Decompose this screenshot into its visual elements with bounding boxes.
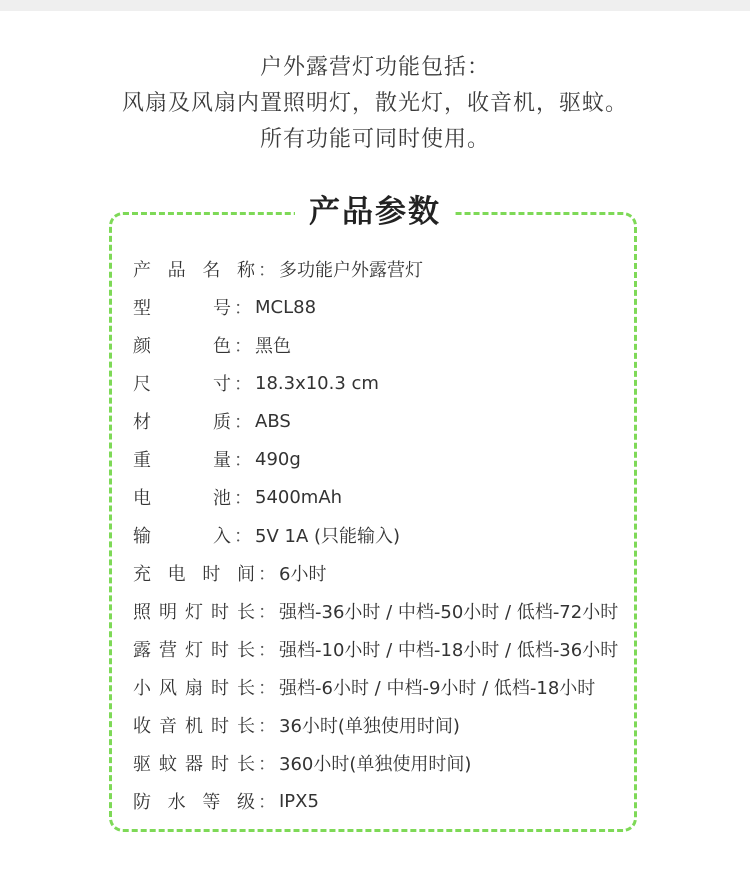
spec-value: 18.3x10.3 cm — [255, 372, 379, 394]
spec-label: 照 明 灯 时 长 — [133, 602, 255, 623]
spec-value: 黑色 — [255, 336, 291, 357]
spec-value: 强档-36小时 / 中档-50小时 / 低档-72小时 — [279, 602, 619, 623]
spec-label: 尺 寸 — [133, 374, 231, 395]
spec-title: 产品参数 — [295, 190, 455, 234]
spec-colon: ： — [258, 260, 276, 281]
spec-label: 产 品 名 称 — [133, 260, 255, 281]
spec-colon: ： — [234, 336, 252, 357]
intro-line-2: 风扇及风扇内置照明灯，散光灯，收音机，驱蚊。 — [121, 91, 628, 116]
spec-label: 颜 色 — [133, 336, 231, 357]
spec-value: IPX5 — [279, 790, 319, 812]
spec-row — [133, 288, 633, 326]
spec-label: 重 量 — [133, 450, 231, 471]
intro-line-3: 所有功能可同时使用。 — [259, 127, 490, 152]
spec-colon: ： — [234, 298, 252, 319]
spec-row — [133, 326, 633, 364]
spec-row — [133, 402, 633, 440]
spec-row — [133, 364, 633, 402]
spec-value: 强档-6小时 / 中档-9小时 / 低档-18小时 — [279, 678, 596, 699]
spec-row — [133, 668, 633, 706]
spec-colon: ： — [258, 640, 276, 661]
spec-label: 充 电 时 间 — [133, 564, 255, 585]
top-divider-strip — [0, 0, 750, 11]
spec-label: 驱 蚊 器 时 长 — [133, 754, 255, 775]
spec-value: 360小时(单独使用时间) — [279, 754, 472, 775]
spec-row — [133, 706, 633, 744]
spec-label: 防 水 等 级 — [133, 792, 255, 813]
spec-row — [133, 630, 633, 668]
spec-colon: ： — [258, 564, 276, 585]
spec-row — [133, 516, 633, 554]
spec-colon: ： — [258, 716, 276, 737]
spec-label: 小 风 扇 时 长 — [133, 678, 255, 699]
spec-label: 材 质 — [133, 412, 231, 433]
spec-value: 36小时(单独使用时间) — [279, 716, 460, 737]
spec-row — [133, 744, 633, 782]
spec-colon: ： — [258, 754, 276, 775]
spec-value: 6小时 — [279, 564, 327, 585]
spec-label: 输 入 — [133, 526, 231, 547]
spec-value: 5V 1A (只能输入) — [255, 526, 401, 547]
spec-row — [133, 782, 633, 820]
spec-label: 收 音 机 时 长 — [133, 716, 255, 737]
spec-value: ABS — [255, 410, 291, 432]
spec-value: 多功能户外露营灯 — [279, 260, 423, 281]
spec-row — [133, 592, 633, 630]
spec-row — [133, 478, 633, 516]
spec-colon: ： — [234, 526, 252, 547]
spec-colon: ： — [234, 374, 252, 395]
intro-text — [0, 50, 750, 158]
spec-list — [133, 250, 633, 820]
spec-colon: ： — [234, 450, 252, 471]
spec-value: MCL88 — [255, 296, 317, 318]
intro-line-1: 户外露营灯功能包括： — [259, 55, 490, 80]
spec-row — [133, 250, 633, 288]
spec-label: 电 池 — [133, 488, 231, 509]
spec-colon: ： — [258, 602, 276, 623]
spec-colon: ： — [234, 488, 252, 509]
spec-value: 强档-10小时 / 中档-18小时 / 低档-36小时 — [279, 640, 619, 661]
spec-row — [133, 554, 633, 592]
spec-colon: ： — [258, 792, 276, 813]
spec-label: 露 营 灯 时 长 — [133, 640, 255, 661]
spec-colon: ： — [258, 678, 276, 699]
spec-label: 型 号 — [133, 298, 231, 319]
spec-value: 490g — [255, 448, 301, 470]
spec-colon: ： — [234, 412, 252, 433]
spec-row — [133, 440, 633, 478]
spec-value: 5400mAh — [255, 486, 343, 508]
